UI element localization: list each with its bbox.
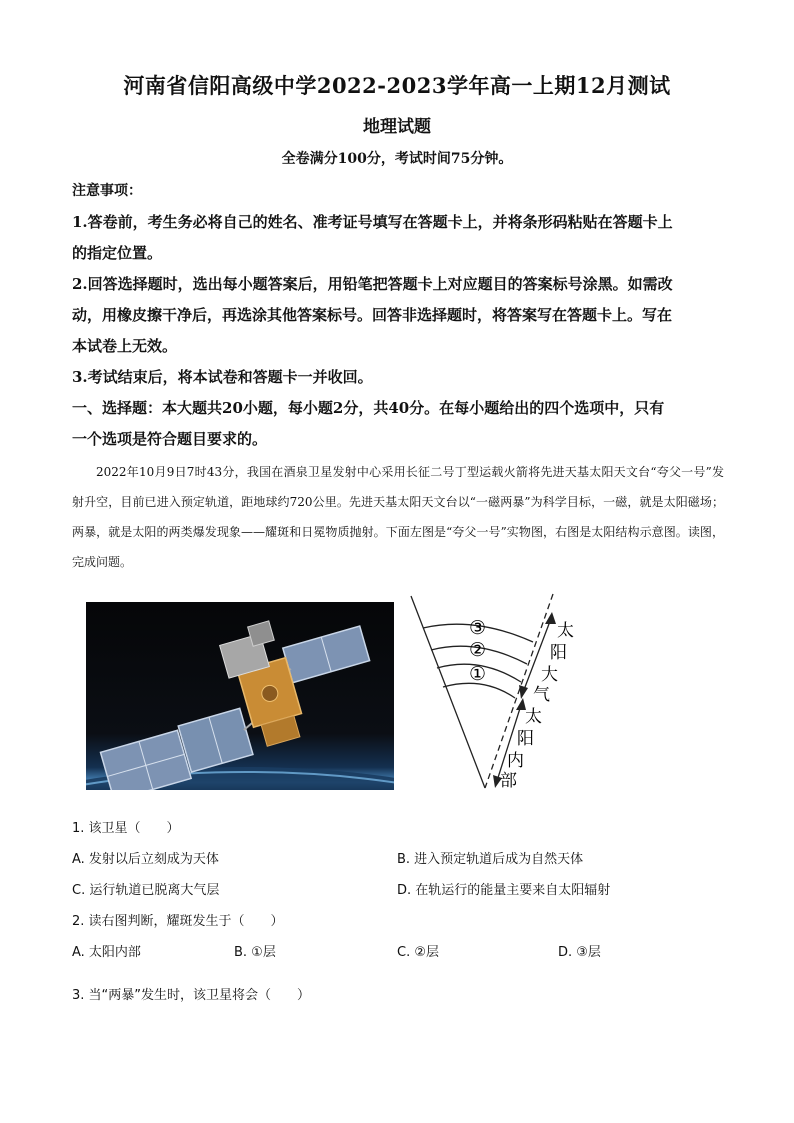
question-2-option-c[interactable]: C. ②层 [397, 945, 439, 960]
notice-item-2-line-1: 2.回答选择题时，选出每小题答案后，用铅笔把答题卡上对应题目的答案标号涂黑。如需改 [72, 275, 673, 293]
satellite-photo [86, 602, 394, 790]
layer-3-label: ③ [469, 617, 487, 639]
interior-label-char-1: 太 [525, 707, 542, 727]
question-1-option-a[interactable]: A. 发射以后立刻成为天体 [72, 852, 219, 867]
notice-item-2-line-2: 动，用橡皮擦干净后，再选涂其他答案标号。回答非选择题时，将答案写在答题卡上。写在 [72, 306, 673, 324]
question-2-option-b[interactable]: B. ①层 [234, 945, 276, 960]
question-1-option-d[interactable]: D. 在轨运行的能量主要来自太阳辐射 [397, 883, 611, 898]
interior-label-char-2: 阳 [517, 729, 534, 749]
passage: 2022年10月9日7时43分，我国在酒泉卫星发射中心采用长征二号丁型运载火箭将先进天基太阳天文台“夸父一号”发射升空，目前已进入预定轨道，距地球约720公里。先进天基太阳天文台以“一磁两暴”为科学目标，一磁，就是太阳磁场；两暴，就是太阳的两类爆发现象——耀斑和日冕物质抛射。下面左图是“夸父一号”实物图，右图是太阳结构示意图。读图，完成问题。 [72, 465, 724, 569]
question-2-option-a[interactable]: A. 太阳内部 [72, 945, 141, 960]
sun-structure-diagram [405, 592, 595, 792]
atmosphere-label-char-2: 阳 [550, 643, 567, 663]
question-1-stem: 1. 该卫星（ ） [72, 821, 180, 836]
notice-block [72, 176, 722, 455]
interior-label-char-4: 部 [500, 771, 517, 791]
question-3-stem: 3. 当“两暴”发生时，该卫星将会（ ） [72, 988, 311, 1003]
notice-item-1-line-2: 的指定位置。 [72, 244, 163, 262]
question-2-stem: 2. 读右图判断，耀斑发生于（ ） [72, 914, 284, 929]
notice-heading: 注意事项： [72, 183, 142, 199]
diagram-arc-base [443, 683, 515, 698]
satellite-illustration [86, 602, 394, 790]
interior-label-char-3: 内 [507, 751, 524, 771]
sun-structure-svg [405, 592, 595, 792]
notice-item-1-line-1: 1.答卷前，考生务必将自己的姓名、准考证号填写在答题卡上，并将条形码粘贴在答题卡上 [72, 213, 673, 231]
section-heading-line-1: 一、选择题：本大题共20小题，每小题2分，共40分。在每小题给出的四个选项中，只有 [72, 399, 665, 417]
question-1-option-b[interactable]: B. 进入预定轨道后成为自然天体 [397, 852, 584, 867]
score-line: 全卷满分100分，考试时间75分钟。 [281, 151, 513, 167]
exam-subtitle: 地理试题 [363, 117, 431, 137]
question-1-option-c[interactable]: C. 运行轨道已脱离大气层 [72, 883, 220, 898]
atmosphere-arrow-head-bottom [519, 685, 528, 699]
layer-2-label: ② [469, 639, 487, 661]
question-2-option-d[interactable]: D. ③层 [558, 945, 601, 960]
notice-item-2-line-3: 本试卷上无效。 [72, 337, 178, 355]
exam-title: 河南省信阳高级中学2022-2023学年高一上期12月测试 [123, 73, 671, 98]
atmosphere-label-char-4: 气 [533, 685, 550, 705]
atmosphere-label-char-1: 太 [557, 621, 574, 641]
notice-item-3: 3.考试结束后，将本试卷和答题卡一并收回。 [72, 368, 373, 386]
atmosphere-label-char-3: 大 [541, 665, 558, 685]
section-heading-line-2: 一个选项是符合题目要求的。 [72, 430, 268, 448]
layer-1-label: ① [469, 663, 487, 685]
